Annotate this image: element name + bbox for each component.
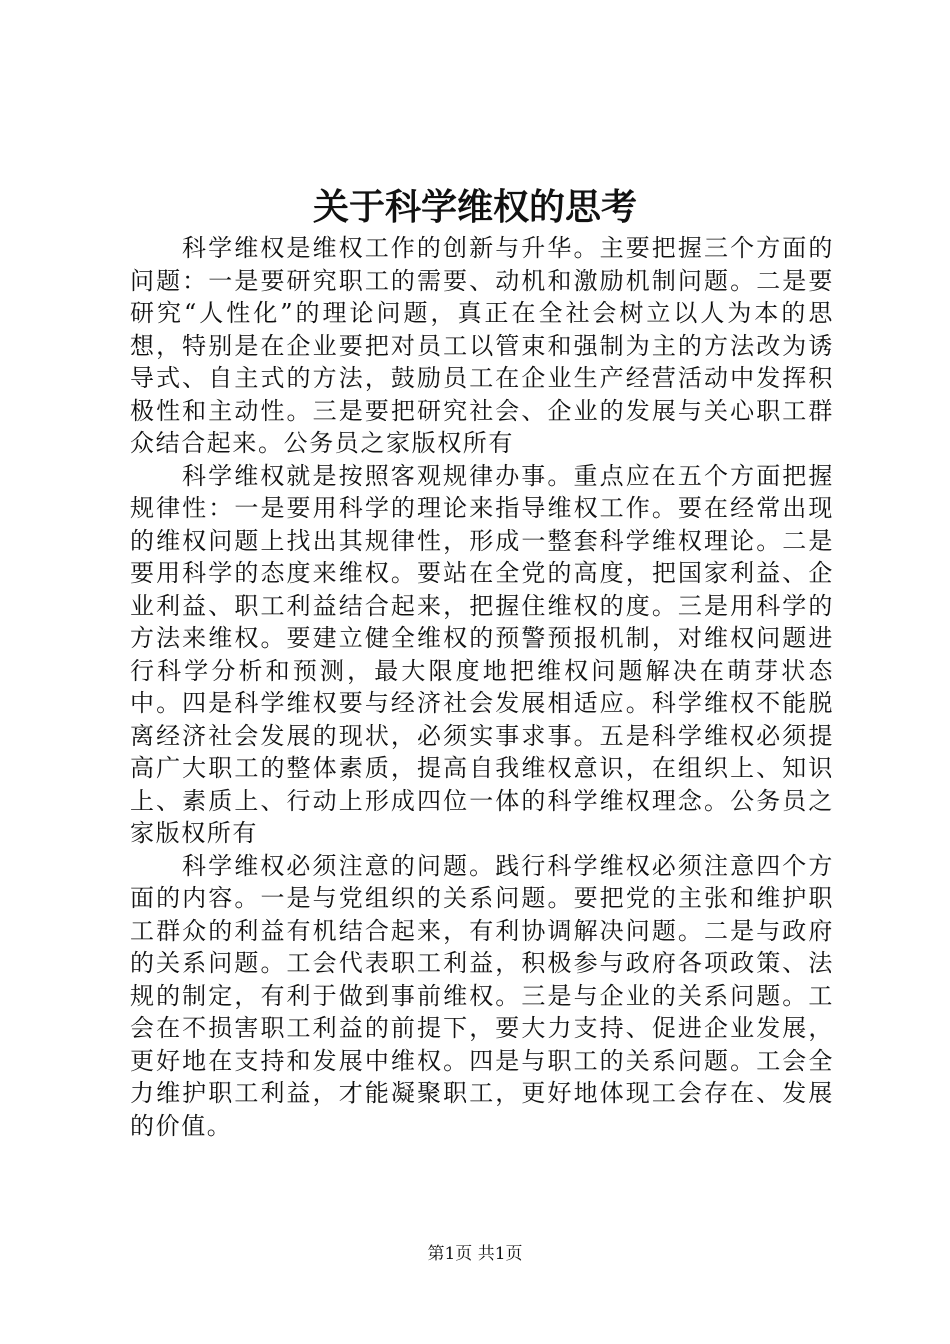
page-number-footer: 第1页 共1页 <box>427 1244 523 1264</box>
page-title: 关于科学维权的思考 <box>312 186 637 228</box>
paragraph-1: 科学维权是维权工作的创新与升华。主要把握三个方面的问题：一是要研究职工的需要、动机和激励机制问题。二是要研究“人性化”的理论问题，真正在全社会树立以人为本的思想，特别是在企业要把对员工以管束和强制为主的方法改为诱导式、自主式的方法，鼓励员工在企业生产经营活动中发挥积极性和主动性。三是要把研究社会、企业的发展与关心职工群众结合起来。公务员之家版权所有 <box>130 234 834 457</box>
paragraph-2: 科学维权就是按照客观规律办事。重点应在五个方面把握规律性：一是要用科学的理论来指导维权工作。要在经常出现的维权问题上找出其规律性，形成一整套科学维权理论。二是要用科学的态度来维权。要站在全党的高度，把国家利益、企业利益、职工利益结合起来，把握住维权的度。三是用科学的方法来维权。要建立健全维权的预警预报机制，对维权问题进行科学分析和预测，最大限度地把维权问题解决在萌芽状态中。四是科学维权要与经济社会发展相适应。科学维权不能脱离经济社会发展的现状，必须实事求事。五是科学维权必须提高广大职工的整体素质，提高自我维权意识，在组织上、知识上、素质上、行动上形成四位一体的科学维权理念。公务员之家版权所有 <box>130 461 834 847</box>
paragraph-3: 科学维权必须注意的问题。践行科学维权必须注意四个方面的内容。一是与党组织的关系问题。要把党的主张和维护职工群众的利益有机结合起来，有利协调解决问题。二是与政府的关系问题。工会代表职工利益，积极参与政府各项政策、法规的制定，有利于做到事前维权。三是与企业的关系问题。工会在不损害职工利益的前提下，要大力支持、促进企业发展，更好地在支持和发展中维权。四是与职工的关系问题。工会全力维护职工利益，才能凝聚职工，更好地体现工会存在、发展的价值。 <box>130 851 834 1140</box>
document-body <box>130 232 834 1142</box>
